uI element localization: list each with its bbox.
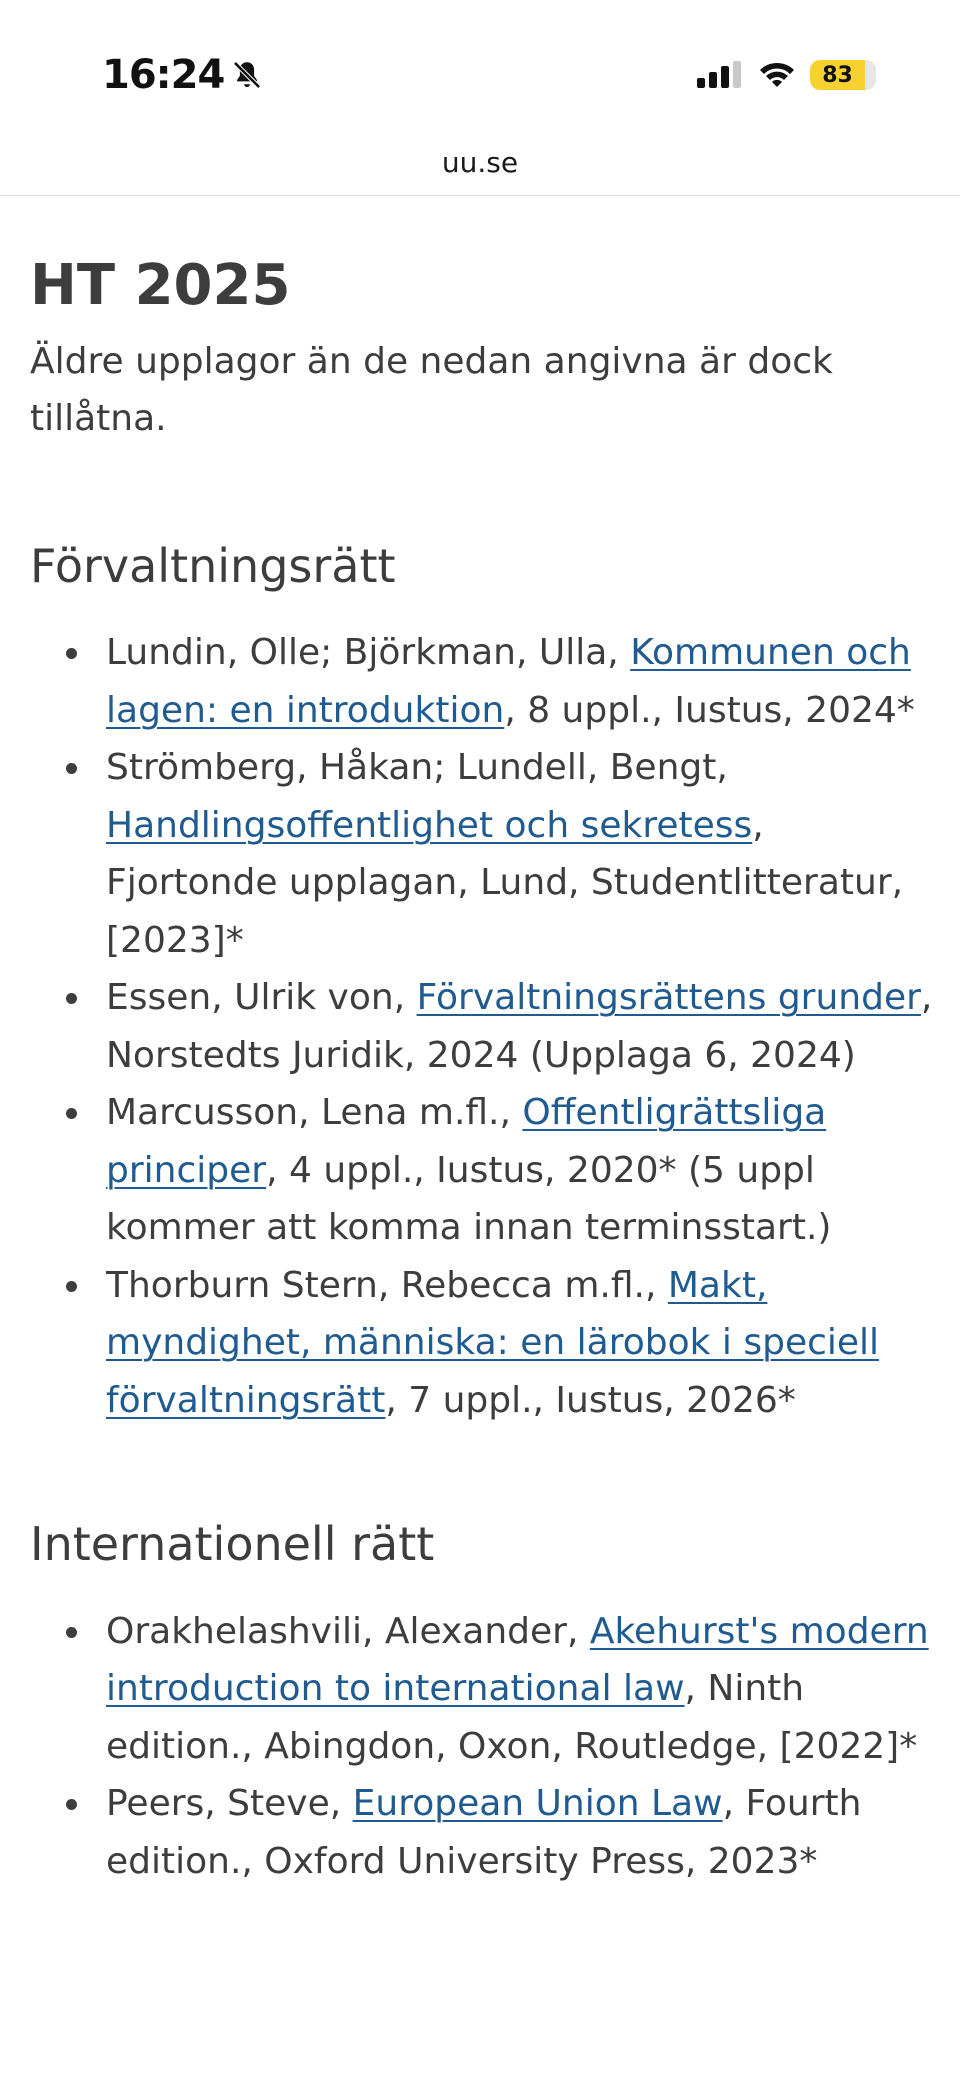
wifi-icon <box>758 60 796 90</box>
list-item <box>30 739 934 969</box>
item-authors: Orakhelashvili, Alexander, <box>106 1610 590 1652</box>
battery-level: 83 <box>822 62 853 88</box>
list-item <box>30 969 934 1084</box>
book-link[interactable]: European Union Law <box>352 1783 723 1825</box>
item-details: , 8 uppl., Iustus, 2024* <box>504 689 915 731</box>
item-authors: Essen, Ulrik von, <box>106 977 417 1019</box>
page-title: HT 2025 <box>30 253 291 318</box>
item-details: , Norstedts Juridik, 2024 (Upplaga 6, 2024) <box>106 977 933 1076</box>
item-authors: Peers, Steve, <box>106 1783 353 1825</box>
item-authors: Strömberg, Håkan; Lundell, Bengt, <box>106 747 728 789</box>
status-time: 16:24 <box>102 52 225 98</box>
list-item <box>30 1084 934 1257</box>
battery-icon <box>810 60 876 90</box>
book-link[interactable]: Handlingsoffentlighet och sekretess <box>106 804 753 846</box>
literature-list-forvaltningsratt <box>30 624 934 1429</box>
page-content <box>30 196 934 1890</box>
address-bar[interactable]: uu.se <box>441 146 519 179</box>
book-link[interactable]: Offentligrättsliga principer <box>106 1092 827 1191</box>
item-authors: Lundin, Olle; Björkman, Ulla, <box>106 632 631 674</box>
book-link[interactable]: Förvaltningsrättens grunder <box>416 977 921 1019</box>
section-heading-forvaltningsratt: Förvaltningsrätt <box>30 539 396 594</box>
bell-slash-icon <box>230 58 264 92</box>
book-link[interactable]: Makt, myndighet, människa: en lärobok i speciell förvaltningsrätt <box>106 1264 880 1421</box>
book-link[interactable]: Kommunen och lagen: en introduktion <box>106 632 911 731</box>
list-item <box>30 1603 934 1776</box>
item-details: , 4 uppl., Iustus, 2020* (5 uppl kommer att komma innan terminsstart.) <box>106 1149 832 1249</box>
section-heading-internationell-ratt: Internationell rätt <box>30 1517 435 1572</box>
item-authors: Marcusson, Lena m.fl., <box>106 1092 523 1134</box>
item-details: , 7 uppl., Iustus, 2026* <box>385 1379 796 1421</box>
intro-text: Äldre upplagor än de nedan angivna är dock tillåtna. <box>30 341 833 440</box>
status-bar <box>0 0 960 150</box>
signal-icon <box>696 60 744 90</box>
literature-list-internationell-ratt <box>30 1603 934 1891</box>
status-indicators <box>696 60 876 90</box>
list-item <box>30 1257 934 1430</box>
list-item <box>30 1775 934 1890</box>
item-details: , Ninth edition., Abingdon, Oxon, Routledge, [2022]* <box>106 1668 918 1767</box>
status-time-group <box>102 52 264 98</box>
book-link[interactable]: Akehurst's modern introduction to international law <box>106 1610 929 1710</box>
list-item <box>30 624 934 739</box>
item-details: , Fourth edition., Oxford University Press, 2023* <box>106 1783 862 1882</box>
item-details: , Fjortonde upplagan, Lund, Studentlitteratur, [2023]* <box>106 804 904 961</box>
item-authors: Thorburn Stern, Rebecca m.fl., <box>106 1264 668 1306</box>
